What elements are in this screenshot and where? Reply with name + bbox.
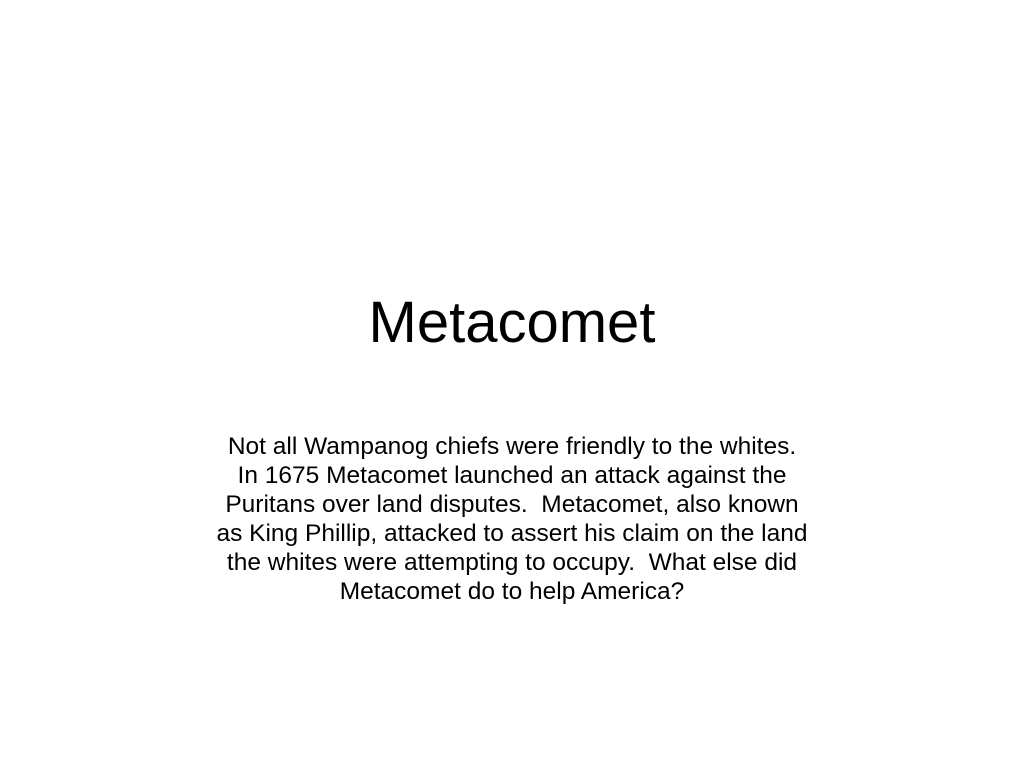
body-line: the whites were attempting to occupy. What else did [226,549,798,576]
slide-title: Metacomet [368,290,656,355]
body-line: Metacomet do to help America? [339,578,685,605]
body-line: as King Phillip, attacked to assert his claim on the land [216,520,808,547]
body-line: Puritans over land disputes. Metacomet, also known [225,491,799,518]
slide-body [160,432,864,606]
body-line: In 1675 Metacomet launched an attack against the [237,462,787,489]
body-line: Not all Wampanog chiefs were friendly to the whites. [227,433,797,460]
